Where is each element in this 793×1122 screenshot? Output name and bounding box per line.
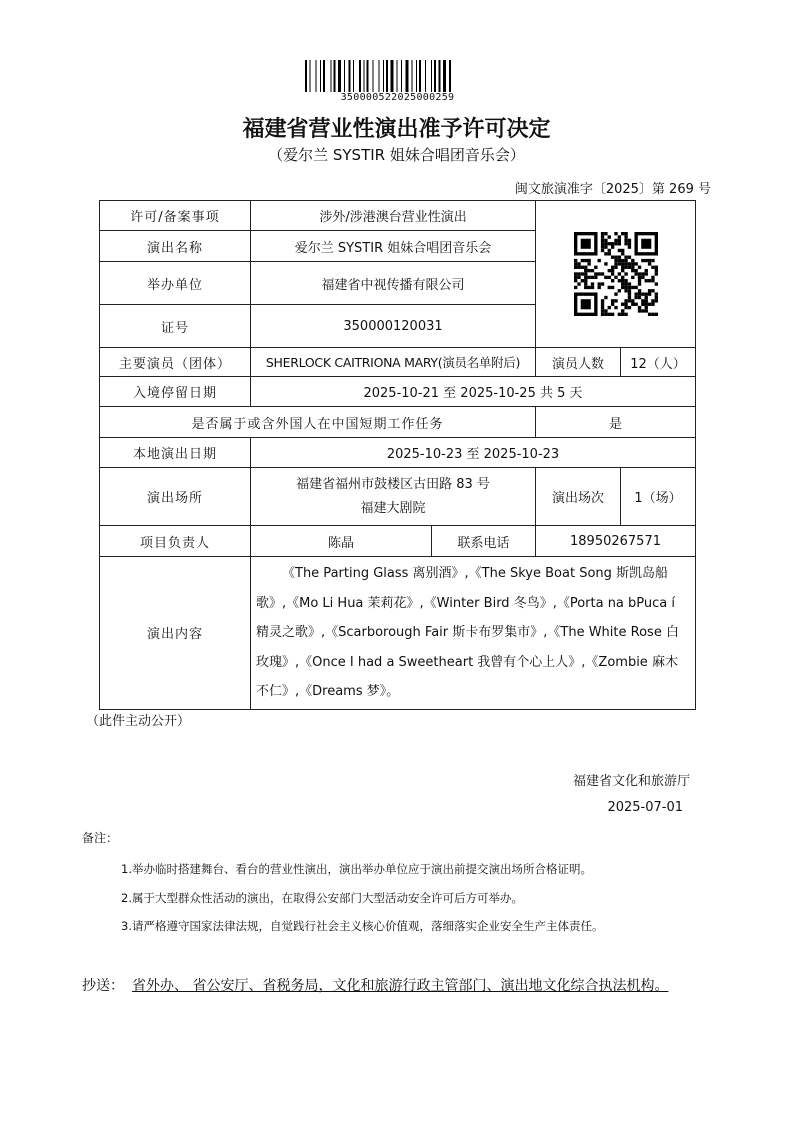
- document-title: 福建省营业性演出准予许可决定: [242, 117, 551, 142]
- table-row: [100, 468, 696, 526]
- venue-value: [251, 468, 536, 526]
- table-row: [100, 407, 696, 438]
- short-work-label: 是否属于或含外国人在中国短期工作任务: [100, 407, 536, 438]
- qr-code-cell: [536, 201, 696, 348]
- public-note: （此件主动公开）: [86, 714, 191, 729]
- copy-to-recipients: 省外办、 省公安厅、省税务局，文化和旅游行政主管部门、演出地文化综合执法机构。: [132, 978, 669, 994]
- performer-count-label: 演员人数: [536, 348, 621, 377]
- table-row: [100, 201, 696, 231]
- performers-label: 主要演员（团体）: [100, 348, 251, 377]
- organizer-label: 举办单位: [100, 262, 251, 305]
- sessions-value: 1（场）: [621, 468, 696, 526]
- venue-address: 福建省福州市鼓楼区古田路 83 号: [296, 476, 490, 492]
- manager-label: 项目负责人: [100, 526, 251, 557]
- local-dates-value: 2025-10-23 至 2025-10-23: [251, 438, 696, 468]
- permit-type-label: 许可/备案事项: [100, 201, 251, 231]
- local-dates-label: 本地演出日期: [100, 438, 251, 468]
- organizer-value: 福建省中视传播有限公司: [251, 262, 536, 305]
- phone-value: 18950267571: [536, 526, 696, 557]
- venue-label: 演出场所: [100, 468, 251, 526]
- show-name-value: 爱尔兰 SYSTIR 姐妹合唱团音乐会: [251, 231, 536, 262]
- copy-to: [82, 972, 712, 1000]
- short-work-value: 是: [536, 407, 696, 438]
- issuer-name: 福建省文化和旅游厅: [572, 774, 690, 789]
- performers-value: SHERLOCK CAITRIONA MARY(演员名单附后): [251, 348, 536, 377]
- barcode-number: 350000522025000259: [340, 92, 455, 103]
- venue-name: 福建大剧院: [360, 500, 426, 516]
- manager-value: 陈晶: [251, 526, 432, 557]
- permit-table: [99, 200, 696, 710]
- table-row: [100, 348, 696, 377]
- phone-label: 联系电话: [432, 526, 536, 557]
- remark-1: 1.举办临时搭建舞台、看台的营业性演出，演出举办单位应于演出前提交演出场所合格证明。: [121, 862, 592, 876]
- remark-2: 2.属于大型群众性活动的演出，在取得公安部门大型活动安全许可后方可举办。: [121, 891, 523, 905]
- copy-to-label: 抄送：: [82, 978, 124, 994]
- permit-type-value: 涉外/涉港澳台营业性演出: [251, 201, 536, 231]
- table-row: [100, 526, 696, 557]
- document-number: 闽文旅演准字〔2025〕第 269 号: [514, 182, 711, 197]
- document-subtitle: （爱尔兰 SYSTIR 姐妹合唱团音乐会）: [268, 146, 525, 164]
- barcode: [305, 60, 490, 92]
- stay-dates-value: 2025-10-21 至 2025-10-25 共 5 天: [251, 377, 696, 407]
- issue-date: 2025-07-01: [607, 800, 683, 815]
- content-value: 《The Parting Glass 离别酒》,《The Skye Boat Song 斯凯岛船歌》,《Mo Li Hua 茉莉花》,《Winter Bird 冬鸟》,《Porta na bPuca í 精灵之歌》,《Scarborough Fair 斯卡布罗集市》,《The White Rose 白玫瑰》,《Once I had a Sweetheart 我曾有个心上人》,《Zombie 麻木不仁》,《Dreams 梦》。: [251, 557, 696, 710]
- show-name-label: 演出名称: [100, 231, 251, 262]
- license-value: 350000120031: [251, 305, 536, 348]
- sessions-label: 演出场次: [536, 468, 621, 526]
- table-row: [100, 557, 696, 710]
- table-row: [100, 377, 696, 407]
- table-row: [100, 438, 696, 468]
- performer-count-value: 12（人）: [621, 348, 696, 377]
- content-label: 演出内容: [100, 557, 251, 710]
- qr-code: [574, 232, 658, 316]
- remark-3: 3.请严格遵守国家法律法规，自觉践行社会主义核心价值观，落细落实企业安全生产主体责任。: [121, 919, 604, 933]
- remarks-label: 备注：: [82, 831, 119, 845]
- license-label: 证号: [100, 305, 251, 348]
- stay-dates-label: 入境停留日期: [100, 377, 251, 407]
